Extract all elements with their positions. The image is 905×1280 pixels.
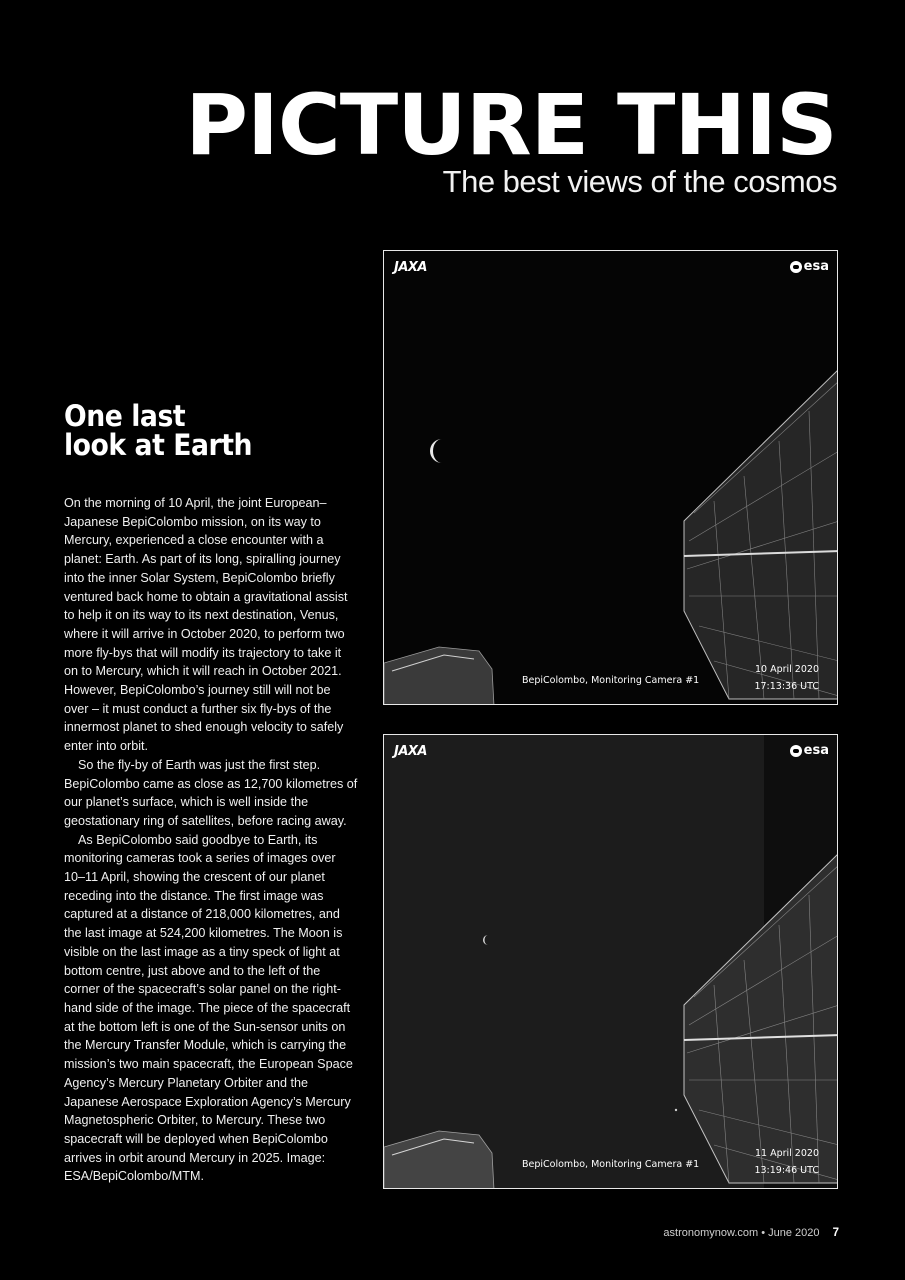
- masthead: [185, 76, 837, 200]
- article-paragraph: So the fly-by of Earth was just the first step. BepiColombo came as close as 12,700 kilometres of our planet’s surface, which is well inside the geostationary ring of satellites, before racing away.: [64, 757, 358, 828]
- headline-line-1: One last: [64, 399, 186, 433]
- solar-panel: [684, 369, 838, 699]
- article-paragraph: On the morning of 10 April, the joint European–Japanese BepiColombo mission, on its way to Mercury, experienced a close encounter with a planet: Earth. As part of its long, spiralling journey into the inner Solar System, BepiColombo briefly ventured back home to obtain a gravitational assist to help it on its way to its next destination, Venus, where it will arrive in October 2020, to perform two more fly-bys that will modify its trajectory to take it on to Mercury, which it will reach in October 2021. However, BepiColombo’s journey still will not be over – it must conduct a further six fly-bys of the innermost planet to shed enough velocity to safely enter into orbit.: [64, 496, 348, 754]
- camera-label: BepiColombo, Monitoring Camera #1: [522, 675, 700, 686]
- sun-sensor-unit: [384, 647, 494, 705]
- camera-label: BepiColombo, Monitoring Camera #1: [522, 1159, 700, 1170]
- image-2-scene: [384, 735, 838, 1189]
- page-footer: [663, 1227, 839, 1239]
- image-timestamp: [754, 661, 819, 695]
- article-paragraph: As BepiColombo said goodbye to Earth, its monitoring cameras took a series of images over 10–11 April, showing the crescent of our planet receding into the distance. The first image was captured at a distance of 218,000 kilometres, and the last image at 524,200 kilometres. The Moon is visible on the last image as a tiny speck of light at bottom centre, just above and to the left of the corner of the spacecraft’s solar panel on the right-hand side of the image. The piece of the spacecraft at the bottom left is one of the Sun-sensor units on the Mercury Transfer Module, which is carrying the mission’s two main spacecraft, the European Space Agency’s Mercury Planetary Orbiter and the Japanese Aerospace Exploration Agency’s Mercury Magnetospheric Orbiter, to Mercury. These two spacecraft will be deployed when BepiColombo arrives in orbit around Mercury in 2025. Image: ESA/BepiColombo/MTM.: [64, 832, 353, 1184]
- image-time: 17:13:36 UTC: [754, 681, 819, 692]
- earth-crescent: [430, 439, 442, 463]
- esa-logo-text: esa: [803, 259, 829, 274]
- spacecraft-image-2: [383, 734, 838, 1189]
- image-time: 13:19:46 UTC: [754, 1165, 819, 1176]
- article-headline: [64, 399, 303, 462]
- image-date: 10 April 2020: [754, 664, 819, 675]
- image-1-scene: [384, 251, 838, 705]
- esa-logo: [790, 259, 829, 274]
- moon-speck: [675, 1109, 677, 1111]
- masthead-subtitle: The best views of the cosmos: [442, 164, 837, 199]
- esa-mark-icon: [790, 261, 802, 273]
- spacecraft-image-1: [383, 250, 838, 705]
- image-timestamp: [754, 1145, 819, 1179]
- article-body: [64, 494, 358, 1186]
- esa-mark-icon: [790, 745, 802, 757]
- image-date: 11 April 2020: [754, 1148, 819, 1159]
- jaxa-logo: JAXA: [394, 260, 427, 275]
- page-number: 7: [832, 1227, 839, 1239]
- masthead-title: PICTURE THIS: [185, 76, 837, 174]
- footer-site-issue: astronomynow.com • June 2020: [663, 1227, 820, 1239]
- jaxa-logo: JAXA: [394, 744, 427, 759]
- esa-logo-text: esa: [803, 743, 829, 758]
- esa-logo: [790, 743, 829, 758]
- headline-line-2: look at Earth: [64, 428, 253, 462]
